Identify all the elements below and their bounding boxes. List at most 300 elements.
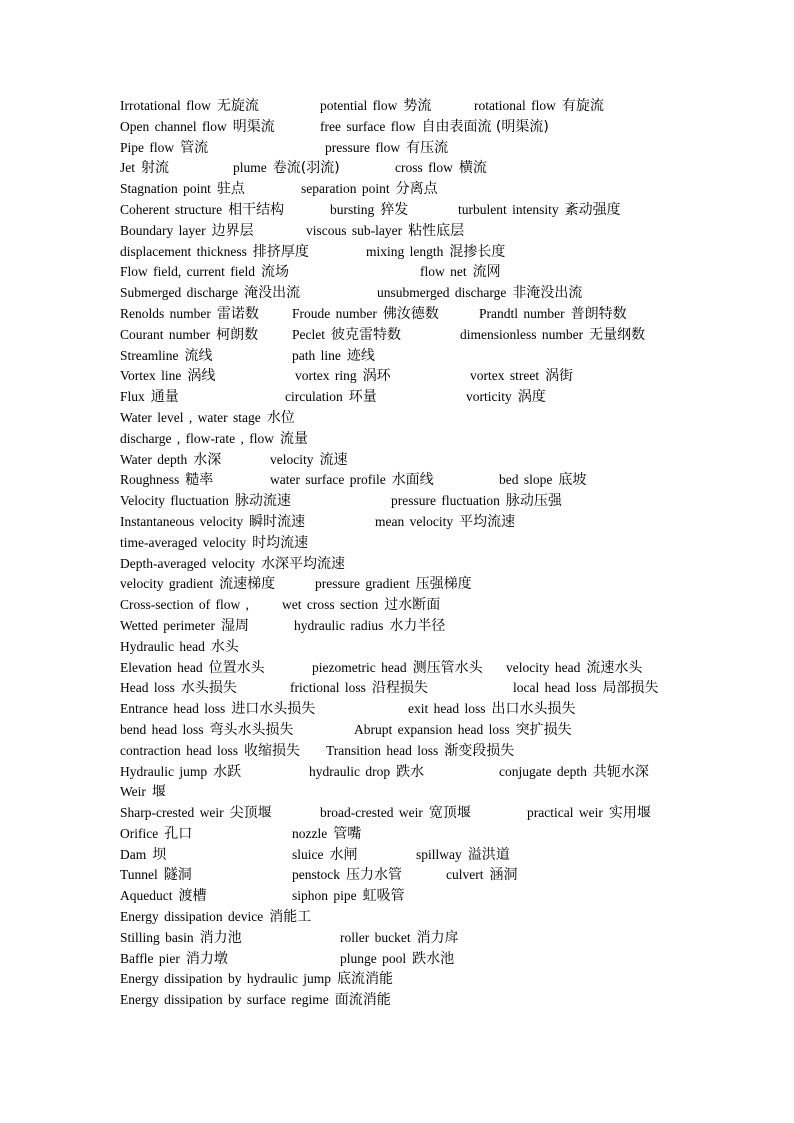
glossary-term <box>320 803 471 824</box>
glossary-term <box>120 886 206 907</box>
term-chinese: 局部损失 <box>602 680 659 697</box>
term-chinese: 弯头水头损失 <box>209 721 294 738</box>
glossary-term <box>295 366 391 387</box>
term-english: Dam <box>120 846 147 862</box>
term-english: mean velocity <box>375 513 454 529</box>
term-english: Energy dissipation by surface regime <box>120 992 329 1008</box>
term-english: free surface flow <box>320 118 416 134</box>
glossary-term <box>470 366 573 387</box>
glossary-term <box>120 512 305 533</box>
term-english: Head loss <box>120 680 175 696</box>
glossary-term <box>270 470 434 491</box>
glossary-term <box>320 117 549 138</box>
glossary-term <box>292 304 439 325</box>
glossary-term <box>120 366 215 387</box>
term-chinese: 消力墩 <box>185 950 228 967</box>
term-chinese: 排挤厚度 <box>252 243 309 260</box>
term-chinese: 流网 <box>472 264 501 281</box>
glossary-row <box>120 554 760 575</box>
glossary-term <box>120 262 289 283</box>
term-chinese: 底坡 <box>558 472 587 489</box>
glossary-term <box>292 865 402 886</box>
glossary-term <box>446 865 517 886</box>
term-english: Transition head loss <box>326 742 439 758</box>
term-english: hydraulic radius <box>294 617 384 633</box>
term-chinese: 压力水管 <box>346 867 402 884</box>
term-english: cross flow <box>395 160 453 176</box>
glossary-row <box>120 865 760 886</box>
glossary-term <box>233 158 340 179</box>
glossary-row <box>120 782 760 803</box>
glossary-term <box>416 845 510 866</box>
term-english: pressure gradient <box>315 576 410 592</box>
glossary-term <box>354 720 572 741</box>
glossary-term <box>120 221 254 242</box>
term-chinese: 水面线 <box>391 472 434 489</box>
term-chinese: 消力戽 <box>416 929 459 946</box>
term-english: Tunnel <box>120 867 158 883</box>
term-english: exit head loss <box>408 701 486 717</box>
term-chinese: 水闸 <box>329 846 358 863</box>
term-chinese: 共轭水深 <box>592 763 649 780</box>
term-chinese: 测压管水头 <box>412 659 483 676</box>
term-chinese: 脉动流速 <box>234 493 291 510</box>
term-chinese: 水力半径 <box>389 617 446 634</box>
glossary-term <box>292 346 375 367</box>
term-chinese: 柯朗数 <box>216 326 259 343</box>
glossary-term <box>479 304 627 325</box>
glossary-term <box>290 678 428 699</box>
term-english: discharge , flow-rate , flow <box>120 430 274 446</box>
glossary-term <box>312 658 483 679</box>
glossary-row <box>120 450 760 471</box>
glossary-row <box>120 949 760 970</box>
term-chinese: 面流消能 <box>334 992 391 1009</box>
glossary-term <box>320 96 431 117</box>
term-chinese: 水深平均流速 <box>261 555 346 572</box>
glossary-row <box>120 907 760 928</box>
term-english: conjugate depth <box>499 763 587 779</box>
term-chinese: 出口水头损失 <box>491 701 576 718</box>
glossary-term <box>120 200 284 221</box>
term-english: Sharp-crested weir <box>120 805 224 821</box>
glossary-term <box>120 408 295 429</box>
glossary-row <box>120 720 760 741</box>
term-english: bed slope <box>499 472 553 488</box>
term-chinese: 水头 <box>210 638 239 655</box>
term-chinese: 跌水池 <box>412 950 455 967</box>
glossary-term <box>120 720 293 741</box>
glossary-term <box>506 658 642 679</box>
term-english: viscous sub-layer <box>306 222 403 238</box>
term-chinese: 水深 <box>193 451 222 468</box>
glossary-term <box>292 845 358 866</box>
term-english: displacement thickness <box>120 243 247 259</box>
glossary-row <box>120 886 760 907</box>
glossary-term <box>120 242 309 263</box>
glossary-term <box>306 221 464 242</box>
term-english: Depth-averaged velocity <box>120 555 256 571</box>
glossary-row <box>120 242 760 263</box>
glossary-term <box>120 304 259 325</box>
term-chinese: 实用堰 <box>608 805 651 822</box>
term-english: vortex street <box>470 368 540 384</box>
term-chinese: 消力池 <box>199 929 242 946</box>
term-english: water surface profile <box>270 472 386 488</box>
glossary-term <box>285 387 377 408</box>
term-english: Hydraulic jump <box>120 763 208 779</box>
term-english: dimensionless number <box>460 326 584 342</box>
term-english: spillway <box>416 846 462 862</box>
term-english: Baffle pier <box>120 950 180 966</box>
glossary-term <box>513 678 658 699</box>
term-english: Irrotational flow <box>120 98 211 113</box>
term-english: Flux <box>120 389 145 405</box>
glossary-term <box>120 283 300 304</box>
glossary-row <box>120 990 760 1011</box>
term-chinese: 渐变段损失 <box>444 742 515 759</box>
term-chinese: 涵洞 <box>489 867 518 884</box>
term-english: Elevation head <box>120 659 203 675</box>
glossary-row <box>120 346 760 367</box>
term-english: wet cross section <box>282 597 379 613</box>
glossary-term <box>120 96 259 117</box>
glossary-term <box>282 595 440 616</box>
term-english: culvert <box>446 867 484 883</box>
term-english: Entrance head loss <box>120 701 226 717</box>
term-english: Roughness <box>120 472 180 488</box>
term-english: hydraulic drop <box>309 763 391 779</box>
term-english: Peclet <box>292 326 325 342</box>
glossary-term <box>120 554 345 575</box>
glossary-term <box>340 928 459 949</box>
glossary-row <box>120 158 760 179</box>
term-chinese: 水头损失 <box>180 680 237 697</box>
term-chinese: 位置水头 <box>208 659 265 676</box>
glossary-row <box>120 96 760 117</box>
term-chinese: 流速 <box>319 451 348 468</box>
term-chinese: 水位 <box>266 409 295 426</box>
term-english: time-averaged velocity <box>120 534 247 550</box>
term-english: nozzle <box>292 825 328 841</box>
term-chinese: 时均流速 <box>252 534 309 551</box>
glossary-term <box>120 346 212 367</box>
term-chinese: 混掺长度 <box>449 243 506 260</box>
term-chinese: 明渠流 <box>232 118 275 135</box>
term-chinese: 非淹没出流 <box>512 285 583 302</box>
term-english: Streamline <box>120 347 179 363</box>
glossary-row <box>120 179 760 200</box>
term-english: sluice <box>292 846 324 862</box>
term-english: Energy dissipation by hydraulic jump <box>120 971 331 987</box>
term-english: velocity gradient <box>120 576 214 592</box>
term-english: Aqueduct <box>120 888 173 904</box>
glossary-term <box>120 803 272 824</box>
glossary-row <box>120 824 760 845</box>
term-chinese: 涡街 <box>545 368 574 385</box>
glossary-term <box>315 574 472 595</box>
glossary-row <box>120 387 760 408</box>
glossary-term <box>466 387 546 408</box>
glossary-term <box>120 907 311 928</box>
glossary-term <box>292 886 405 907</box>
glossary-term <box>120 699 315 720</box>
term-english: Weir <box>120 784 146 800</box>
glossary-term <box>330 200 408 221</box>
glossary-term <box>120 574 275 595</box>
term-chinese: 无旋流 <box>216 98 259 114</box>
glossary <box>120 96 760 1011</box>
glossary-term <box>120 782 166 803</box>
term-english: unsubmerged discharge <box>377 285 507 301</box>
term-english: Water level , water stage <box>120 409 261 425</box>
term-chinese: 瞬时流速 <box>249 513 306 530</box>
glossary-term <box>366 242 505 263</box>
term-english: siphon pipe <box>292 888 357 904</box>
term-chinese: 雷诺数 <box>216 305 259 322</box>
term-english: separation point <box>301 181 390 197</box>
term-english: Coherent structure <box>120 201 223 217</box>
glossary-term <box>527 803 651 824</box>
term-chinese: 进口水头损失 <box>231 701 316 718</box>
term-chinese: 溢洪道 <box>467 846 510 863</box>
glossary-row <box>120 616 760 637</box>
term-chinese: 有旋流 <box>561 98 604 114</box>
term-chinese: 迹线 <box>346 347 375 364</box>
glossary-term <box>120 658 265 679</box>
term-chinese: 无量纲数 <box>589 326 646 343</box>
glossary-row <box>120 262 760 283</box>
term-chinese: 流速梯度 <box>219 576 276 593</box>
glossary-term <box>499 762 649 783</box>
term-chinese: 涡线 <box>187 368 216 385</box>
glossary-row <box>120 969 760 990</box>
term-chinese: 涡环 <box>362 368 391 385</box>
glossary-row <box>120 533 760 554</box>
glossary-term <box>474 96 604 117</box>
term-chinese: 横流 <box>458 160 487 177</box>
glossary-row <box>120 512 760 533</box>
glossary-term <box>120 429 308 450</box>
glossary-term <box>120 969 393 990</box>
term-english: broad-crested weir <box>320 805 423 821</box>
term-chinese: 管嘴 <box>333 825 362 842</box>
glossary-term <box>325 138 448 159</box>
term-chinese: 流速水头 <box>586 659 643 676</box>
term-chinese: 分离点 <box>395 181 438 198</box>
glossary-term <box>120 845 166 866</box>
term-english: Pipe flow <box>120 139 175 155</box>
glossary-term <box>408 699 576 720</box>
term-chinese: 跌水 <box>396 763 425 780</box>
term-english: Froude number <box>292 305 377 321</box>
term-chinese: 管流 <box>180 139 209 156</box>
glossary-term <box>499 470 586 491</box>
term-english: plunge pool <box>340 950 407 966</box>
term-chinese: 隧洞 <box>163 867 192 884</box>
glossary-term <box>120 616 249 637</box>
term-english: Open channel flow <box>120 118 227 134</box>
glossary-term <box>292 824 361 845</box>
glossary-term <box>377 283 582 304</box>
glossary-term <box>395 158 487 179</box>
glossary-term <box>120 387 179 408</box>
term-chinese: 射流 <box>141 160 169 177</box>
term-english: Jet <box>120 160 135 176</box>
glossary-term <box>120 325 258 346</box>
term-english: Flow field, current field <box>120 264 255 280</box>
term-english: vorticity <box>466 389 512 405</box>
glossary-term <box>120 470 213 491</box>
glossary-term <box>120 491 291 512</box>
term-english: penstock <box>292 867 340 883</box>
glossary-term <box>120 824 192 845</box>
glossary-term <box>309 762 424 783</box>
glossary-row <box>120 741 760 762</box>
term-english: velocity head <box>506 659 581 675</box>
term-chinese: 压强梯度 <box>415 576 472 593</box>
term-chinese: 平均流速 <box>459 513 516 530</box>
term-chinese: 虹吸管 <box>362 888 405 905</box>
glossary-row <box>120 845 760 866</box>
glossary-term <box>458 200 621 221</box>
term-english: Renolds number <box>120 305 211 321</box>
term-chinese: 收缩损失 <box>243 742 300 759</box>
glossary-term <box>120 533 308 554</box>
term-chinese: 沿程损失 <box>371 680 428 697</box>
term-chinese: 脉动压强 <box>505 493 562 510</box>
glossary-term <box>270 450 348 471</box>
glossary-row <box>120 304 760 325</box>
term-english: Wetted perimeter <box>120 617 215 633</box>
term-english: Stagnation point <box>120 181 211 197</box>
glossary-term <box>391 491 562 512</box>
glossary-row <box>120 637 760 658</box>
term-english: pressure flow <box>325 139 401 155</box>
term-chinese: 有压流 <box>406 139 449 156</box>
term-english: Submerged discharge <box>120 285 239 301</box>
term-chinese: 湿周 <box>221 617 249 634</box>
term-chinese: 渡槽 <box>178 888 207 905</box>
glossary-term <box>120 990 391 1011</box>
term-chinese: 猝发 <box>380 201 409 218</box>
term-chinese: 底流消能 <box>336 971 393 988</box>
glossary-term <box>340 949 454 970</box>
term-chinese: 消能工 <box>269 909 312 926</box>
term-english: Instantaneous velocity <box>120 513 244 529</box>
term-chinese: 自由表面流 (明渠流) <box>421 118 549 135</box>
glossary-term <box>460 325 645 346</box>
glossary-row <box>120 283 760 304</box>
term-english: path line <box>292 347 341 363</box>
term-chinese: 普朗特数 <box>570 305 627 322</box>
glossary-row <box>120 803 760 824</box>
term-english: Hydraulic head <box>120 638 205 654</box>
glossary-row <box>120 221 760 242</box>
term-chinese: 流量 <box>279 430 308 447</box>
term-english: Vortex line <box>120 368 182 384</box>
term-english: bursting <box>330 201 375 217</box>
term-chinese: 通量 <box>150 389 179 406</box>
term-chinese: 紊动强度 <box>564 201 621 218</box>
glossary-row <box>120 117 760 138</box>
glossary-term <box>120 117 275 138</box>
glossary-row <box>120 574 760 595</box>
term-english: turbulent intensity <box>458 201 559 217</box>
glossary-row <box>120 366 760 387</box>
glossary-term <box>120 762 241 783</box>
glossary-term <box>120 450 221 471</box>
glossary-term <box>120 138 208 159</box>
glossary-term <box>120 595 249 616</box>
glossary-term <box>292 325 401 346</box>
glossary-term <box>120 741 300 762</box>
term-english: contraction head loss <box>120 742 238 758</box>
term-chinese: 相干结构 <box>228 201 285 218</box>
term-chinese: 水跃 <box>213 763 242 780</box>
glossary-row <box>120 429 760 450</box>
term-english: local head loss <box>513 680 597 696</box>
term-english: bend head loss <box>120 721 204 737</box>
term-english: Orifice <box>120 825 159 841</box>
term-chinese: 环量 <box>348 389 377 406</box>
glossary-term <box>120 158 169 179</box>
glossary-row <box>120 138 760 159</box>
term-chinese: 势流 <box>403 98 432 114</box>
glossary-row <box>120 325 760 346</box>
term-chinese: 驻点 <box>216 181 245 198</box>
glossary-term <box>326 741 514 762</box>
term-chinese: 过水断面 <box>384 597 441 614</box>
term-english: Courant number <box>120 326 211 342</box>
term-chinese: 卷流(羽流) <box>272 160 340 177</box>
term-chinese: 边界层 <box>211 222 254 239</box>
glossary-term <box>301 179 438 200</box>
term-english: frictional loss <box>290 680 366 696</box>
term-chinese: 淹没出流 <box>244 285 301 302</box>
term-english: Stilling basin <box>120 929 194 945</box>
glossary-row <box>120 928 760 949</box>
glossary-row <box>120 762 760 783</box>
glossary-term <box>375 512 515 533</box>
term-chinese: 彼克雷特数 <box>331 326 401 343</box>
glossary-row <box>120 595 760 616</box>
term-english: rotational flow <box>474 98 556 113</box>
glossary-term <box>120 678 237 699</box>
term-english: piezometric head <box>312 659 407 675</box>
term-chinese: 糙率 <box>185 472 214 489</box>
term-english: practical weir <box>527 805 603 821</box>
term-english: mixing length <box>366 243 444 259</box>
term-chinese: 流线 <box>184 347 213 364</box>
glossary-row <box>120 470 760 491</box>
term-english: roller bucket <box>340 929 411 945</box>
term-english: Boundary layer <box>120 222 206 238</box>
term-english: Energy dissipation device <box>120 909 264 925</box>
glossary-term <box>120 949 228 970</box>
glossary-row <box>120 200 760 221</box>
term-english: circulation <box>285 389 343 405</box>
glossary-row <box>120 408 760 429</box>
glossary-term <box>120 865 192 886</box>
term-chinese: 坝 <box>152 846 167 863</box>
term-english: potential flow <box>320 98 398 113</box>
term-chinese: 宽顶堰 <box>428 805 471 822</box>
term-english: flow net <box>420 264 467 280</box>
glossary-term <box>420 262 501 283</box>
term-chinese: 孔口 <box>164 825 193 842</box>
term-english: Cross-section of flow , <box>120 597 249 613</box>
